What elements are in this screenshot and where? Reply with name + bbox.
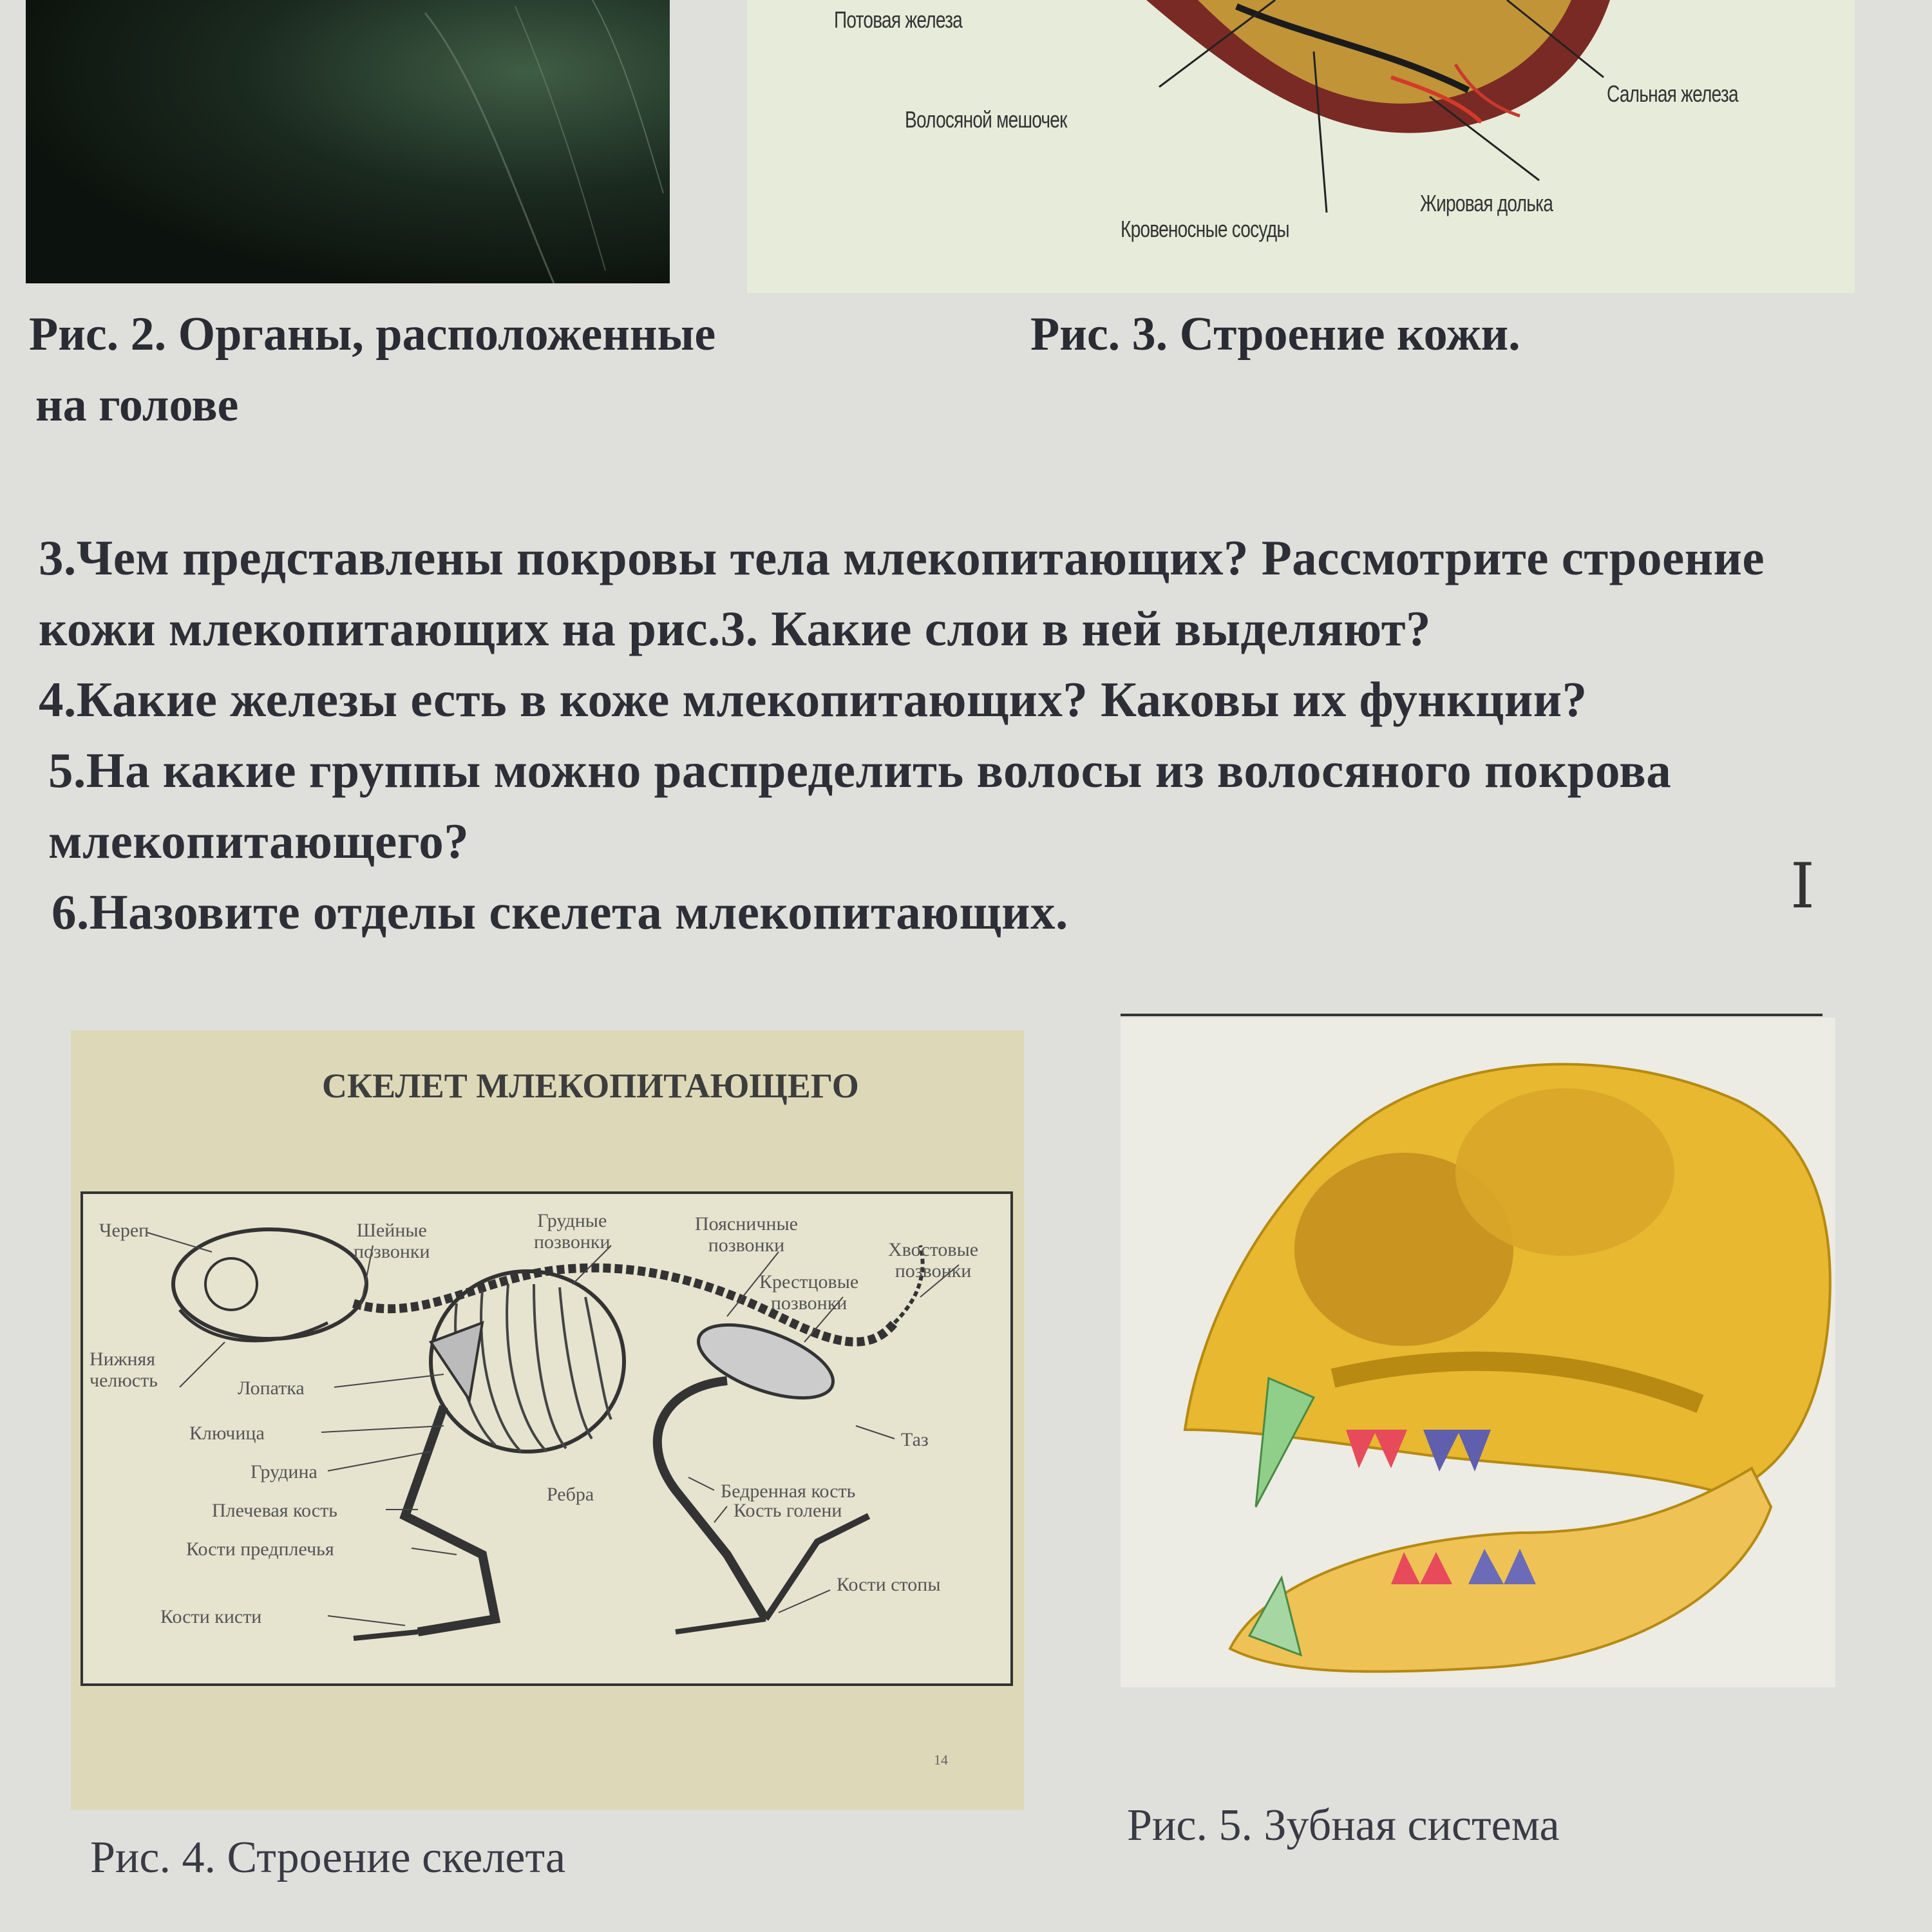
label-hand-bones: Кости кисти [160,1606,262,1627]
question-5-line1: 5.На какие группы можно распределить волосы из волосяного покрова [48,743,1672,798]
fig4-caption: Рис. 4. Строение скелета [90,1833,566,1882]
label-foot-bones: Кости стопы [837,1574,941,1595]
label-thoracic-vertebrae: Грудные позвонки [534,1210,611,1253]
label-scapula: Лопатка [238,1378,305,1399]
fig2-caption-line2: на голове [35,379,239,431]
label-sweat-gland: Потовая железа [834,6,962,33]
page-number: 14 [934,1752,948,1768]
fig5-skull-panel [1121,1018,1835,1687]
fig2-photo [26,0,670,283]
fig5-top-rule [1121,1014,1823,1016]
label-forearm-bones: Кости предплечья [186,1539,334,1560]
label-pelvis: Таз [901,1429,929,1450]
label-lumbar-vertebrae: Поясничные позвонки [695,1213,798,1256]
cat-skull-drawing [1121,1018,1835,1687]
text-cursor-icon: I [1790,850,1815,922]
label-ribs: Ребра [547,1484,594,1505]
label-sacral-vertebrae: Крестцовые позвонки [759,1271,859,1314]
label-cervical-vertebrae: Шейные позвонки [354,1220,430,1262]
label-lower-jaw: Нижняя челюсть [90,1349,158,1391]
label-hair-follicle: Волосяной мешочек [905,106,1067,133]
fig3-caption: Рис. 3. Строение кожи. [1030,308,1520,361]
label-caudal-vertebrae: Хвостовые позвонки [888,1239,979,1282]
label-clavicle: Ключица [189,1423,265,1444]
question-3-line2: кожи млекопитающих на рис.3. Какие слои в ней выделяют? [39,601,1432,656]
skin-cross-section [747,0,1855,293]
label-blood-vessels: Кровеносные сосуды [1121,216,1289,242]
question-5-line2: млекопитающего? [48,813,469,869]
label-skull: Череп [99,1220,149,1241]
fig4-skeleton-panel [71,1030,1024,1810]
label-femur: Бедренная кость [721,1481,856,1502]
label-shin-bone: Кость голени [734,1500,842,1521]
fig4-title: СКЕЛЕТ МЛЕКОПИТАЮЩЕГО [322,1066,859,1105]
question-4: 4.Какие железы есть в коже млекопитающих? Каковы их функции? [39,672,1587,727]
question-6: 6.Назовите отделы скелета млекопитающих. [52,884,1068,940]
animal-head-photo [26,0,670,283]
fig5-caption: Рис. 5. Зубная система [1127,1801,1560,1850]
fig3-skin-diagram [747,0,1855,293]
label-fat-lobule: Жировая долька [1420,190,1553,216]
label-sebaceous-gland: Сальная железа [1607,80,1738,107]
fig2-caption-line1: Рис. 2. Органы, расположенные [29,308,716,361]
label-humerus: Плечевая кость [212,1500,337,1521]
label-sternum: Грудина [251,1461,317,1482]
fig4-skeleton-frame [80,1191,1013,1686]
question-3-line1: 3.Чем представлены покровы тела млекопитающих? Рассмотрите строение [39,530,1765,585]
